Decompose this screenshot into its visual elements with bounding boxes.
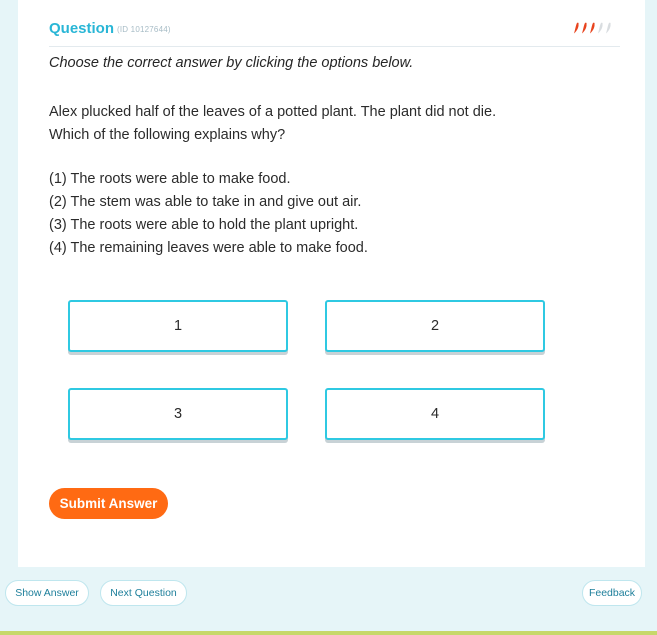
show-answer-button[interactable]: Show Answer: [5, 580, 89, 606]
answer-option-2-button[interactable]: 2: [325, 300, 545, 352]
difficulty-indicator: [573, 22, 612, 34]
question-label: Question: [49, 20, 115, 37]
answer-option-1-button[interactable]: 1: [68, 300, 288, 352]
option-text: (2) The stem was able to take in and give out air.: [49, 194, 362, 210]
question-text: [49, 101, 609, 147]
next-question-button[interactable]: Next Question: [100, 580, 187, 606]
instruction-text: Choose the correct answer by clicking the options below.: [49, 55, 414, 71]
answer-option-3-button[interactable]: 3: [68, 388, 288, 440]
question-card: [18, 0, 645, 567]
question-line: Which of the following explains why?: [49, 127, 286, 143]
option-text: (3) The roots were able to hold the plant upright.: [49, 217, 359, 233]
feedback-button[interactable]: Feedback: [582, 580, 642, 606]
question-header: [49, 20, 620, 47]
chili-pepper-icon: [589, 22, 596, 34]
bottom-divider: [0, 631, 657, 635]
chili-pepper-icon: [581, 22, 588, 34]
option-text: (1) The roots were able to make food.: [49, 171, 291, 187]
chili-pepper-icon: [605, 22, 612, 34]
question-id: (ID 10127644): [117, 25, 171, 34]
answer-option-4-button[interactable]: 4: [325, 388, 545, 440]
submit-answer-button[interactable]: Submit Answer: [49, 488, 168, 519]
options-list: [49, 168, 609, 260]
question-line: Alex plucked half of the leaves of a potted plant. The plant did not die.: [49, 104, 497, 120]
chili-pepper-icon: [597, 22, 604, 34]
option-text: (4) The remaining leaves were able to make food.: [49, 240, 368, 256]
chili-pepper-icon: [573, 22, 580, 34]
